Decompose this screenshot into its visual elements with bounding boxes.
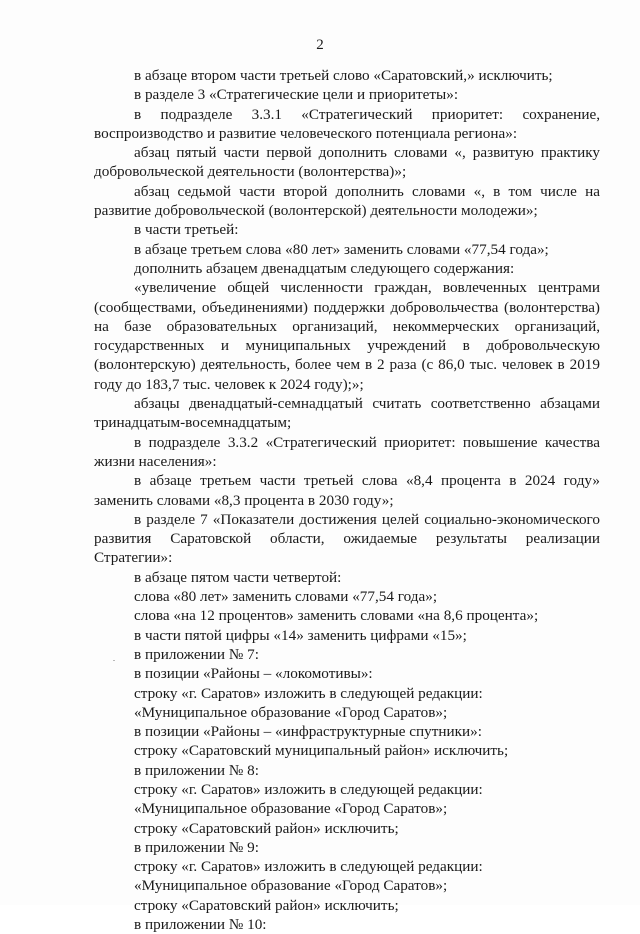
paragraph: в части третьей:: [134, 221, 239, 239]
paragraph: в абзаце втором части третьей слово «Саратовский,» исключить;: [134, 67, 553, 84]
paragraph: в приложении № 8:: [134, 761, 259, 779]
paragraph: в разделе 7 «Показатели достижения целей социально-экономического развития Саратовской области, ожидаемые результаты реализации Стратегии»:: [94, 510, 600, 567]
paragraph: «увеличение общей численности граждан, вовлеченных центрами (сообществами, объединениями) поддержки добровольчества (волонтерства) на базе образовательных организаций, некоммерческих организаций, государственных и муниципальных учреждений в добровольческую (волонтерскую) деятельность, более чем в 2 раза (с 86,0 тыс. человек в 2019 году до 183,7 тыс. человек к 2024 году);»;: [94, 279, 600, 393]
paragraph: строку «г. Саратов» изложить в следующей редакции:: [134, 684, 483, 702]
paragraph: слова «на 12 процентов» заменить словами «на 8,6 процента»;: [134, 607, 539, 625]
page-number: 2: [316, 37, 324, 53]
paragraph: абзац пятый части первой дополнить словами «, развитую практику добровольческой деятельности (волонтерства)»;: [94, 144, 600, 181]
paragraph: в подразделе 3.3.1 «Стратегический приоритет: сохранение, воспроизводство и развитие человеческого потенциала региона»:: [94, 105, 600, 142]
paragraph: строку «г. Саратов» изложить в следующей редакции:: [134, 858, 483, 876]
paragraph: абзацы двенадцатый-семнадцатый считать соответственно абзацами тринадцатым-восемнадцатым;: [94, 395, 600, 432]
paragraph: строку «Саратовский район» исключить;: [134, 896, 399, 914]
paragraph: в подразделе 3.3.2 «Стратегический приоритет: повышение качества жизни населения»:: [94, 433, 600, 470]
document-body: [94, 66, 600, 934]
paragraph: в абзаце пятом части четвертой:: [134, 568, 342, 586]
paragraph: строку «г. Саратов» изложить в следующей редакции:: [134, 780, 483, 798]
paragraph: абзац седьмой части второй дополнить словами «, в том числе на развитие добровольческой (волонтерской) деятельности молодежи»;: [94, 182, 600, 220]
paragraph: в приложении № 7:: [134, 645, 259, 663]
paragraph: в абзаце третьем части третьей слова «8,4 процента в 2024 году» заменить словами «8,3 процента в 2030 году»;: [94, 472, 600, 509]
paragraph: в позиции «Районы – «локомотивы»:: [134, 665, 373, 683]
paragraph: в абзаце третьем слова «80 лет» заменить словами «77,54 года»;: [134, 240, 549, 258]
paragraph: в разделе 3 «Стратегические цели и приоритеты»:: [134, 86, 459, 104]
paragraph: слова «80 лет» заменить словами «77,54 года»;: [134, 588, 438, 606]
paragraph: «Муниципальное образование «Город Саратов»;: [134, 877, 448, 895]
paragraph: в позиции «Районы – «инфраструктурные спутники»:: [134, 723, 482, 741]
paragraph: «Муниципальное образование «Город Саратов»;: [134, 800, 448, 818]
paragraph: «Муниципальное образование «Город Саратов»;: [134, 703, 448, 721]
paragraph: строку «Саратовский муниципальный район» исключить;: [134, 742, 509, 760]
paragraph: в приложении № 9:: [134, 838, 259, 856]
paragraph: строку «Саратовский район» исключить;: [134, 819, 399, 837]
paragraph: в части пятой цифры «14» заменить цифрами «15»;: [134, 626, 467, 644]
paragraph: дополнить абзацем двенадцатым следующего содержания:: [134, 259, 515, 277]
paragraph: в приложении № 10:: [134, 916, 267, 934]
